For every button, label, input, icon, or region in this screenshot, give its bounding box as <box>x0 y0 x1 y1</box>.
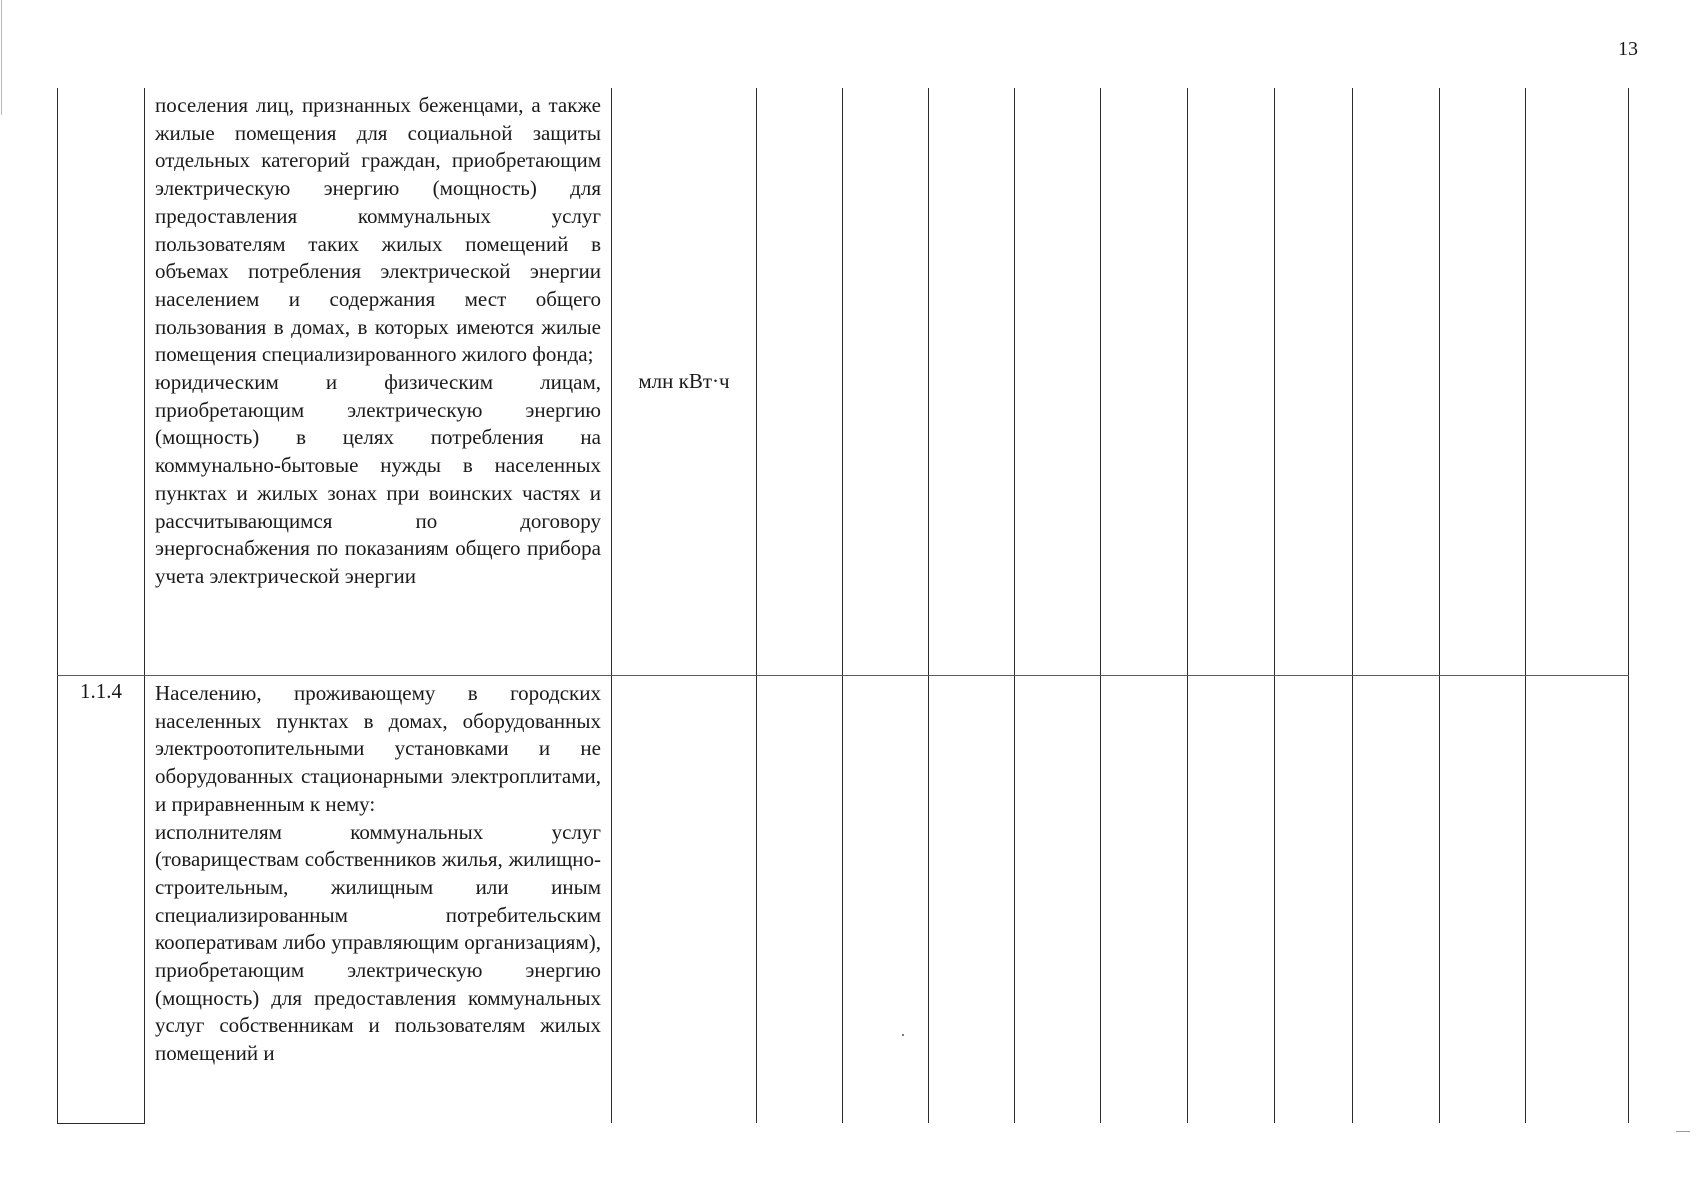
row-number <box>58 88 145 676</box>
value-cell <box>843 88 929 676</box>
value-cell <box>757 676 843 1124</box>
row-description <box>145 676 612 1124</box>
value-cell <box>1526 88 1629 676</box>
row-description <box>145 88 612 676</box>
scan-tick-mark <box>1676 1131 1690 1132</box>
table-row <box>58 88 1629 676</box>
value-cell <box>1188 88 1275 676</box>
value-cell <box>1101 676 1188 1124</box>
unit-of-measure: млн кВт·ч <box>638 368 730 393</box>
description-paragraph: исполнителям коммунальных услуг (товариществам собственников жилья, жилищно-строительным, жилищным или иным специализированным потребительским кооперативам либо управляющим организациям), приобретающим электрическую энергию (мощность) для предоставления коммунальных услуг собственникам и пользователям жилых помещений и <box>155 819 601 1066</box>
unit-cell <box>612 88 757 676</box>
value-cell <box>1440 88 1526 676</box>
value-cell <box>1440 676 1526 1124</box>
value-cell <box>1275 88 1353 676</box>
value-cell <box>1015 88 1101 676</box>
value-cell <box>1188 676 1275 1124</box>
value-cell <box>1275 676 1353 1124</box>
value-cell <box>929 88 1015 676</box>
row-number: 1.1.4 <box>58 676 145 1124</box>
value-cell <box>1015 676 1101 1124</box>
value-cell <box>757 88 843 676</box>
value-cell <box>1101 88 1188 676</box>
table-row <box>58 676 1629 1124</box>
value-cell <box>1353 676 1440 1124</box>
scan-speck <box>902 1034 904 1036</box>
scan-edge-mark <box>1 0 2 115</box>
value-cell <box>1353 88 1440 676</box>
value-cell <box>843 676 929 1124</box>
value-cell <box>1526 676 1629 1124</box>
description-paragraph: поселения лиц, признанных беженцами, а также жилые помещения для социальной защиты отдельных категорий граждан, приобретающим электрическую энергию (мощность) для предоставления коммунальных услуг пользователям таких жилых помещений в объемах потребления электрической энергии населением и содержания мест общего пользования в домах, в которых имеются жилые помещения специализированного жилого фонда; <box>155 93 601 367</box>
description-paragraph: юридическим и физическим лицам, приобретающим электрическую энергию (мощность) в целях потребления на коммунально-бытовые нужды в населенных пунктах и жилых зонах при воинских частях и рассчитывающимся по договору энергоснабжения по показаниям общего прибора учета электрической энергии <box>155 370 601 588</box>
unit-cell <box>612 676 757 1124</box>
tariff-table <box>57 88 1629 1124</box>
page-number: 13 <box>1618 38 1638 60</box>
description-paragraph: Населению, проживающему в городских населенных пунктах в домах, оборудованных электроотопительными установками и не оборудованных стационарными электроплитами, и приравненным к нему: <box>155 681 601 816</box>
value-cell <box>929 676 1015 1124</box>
